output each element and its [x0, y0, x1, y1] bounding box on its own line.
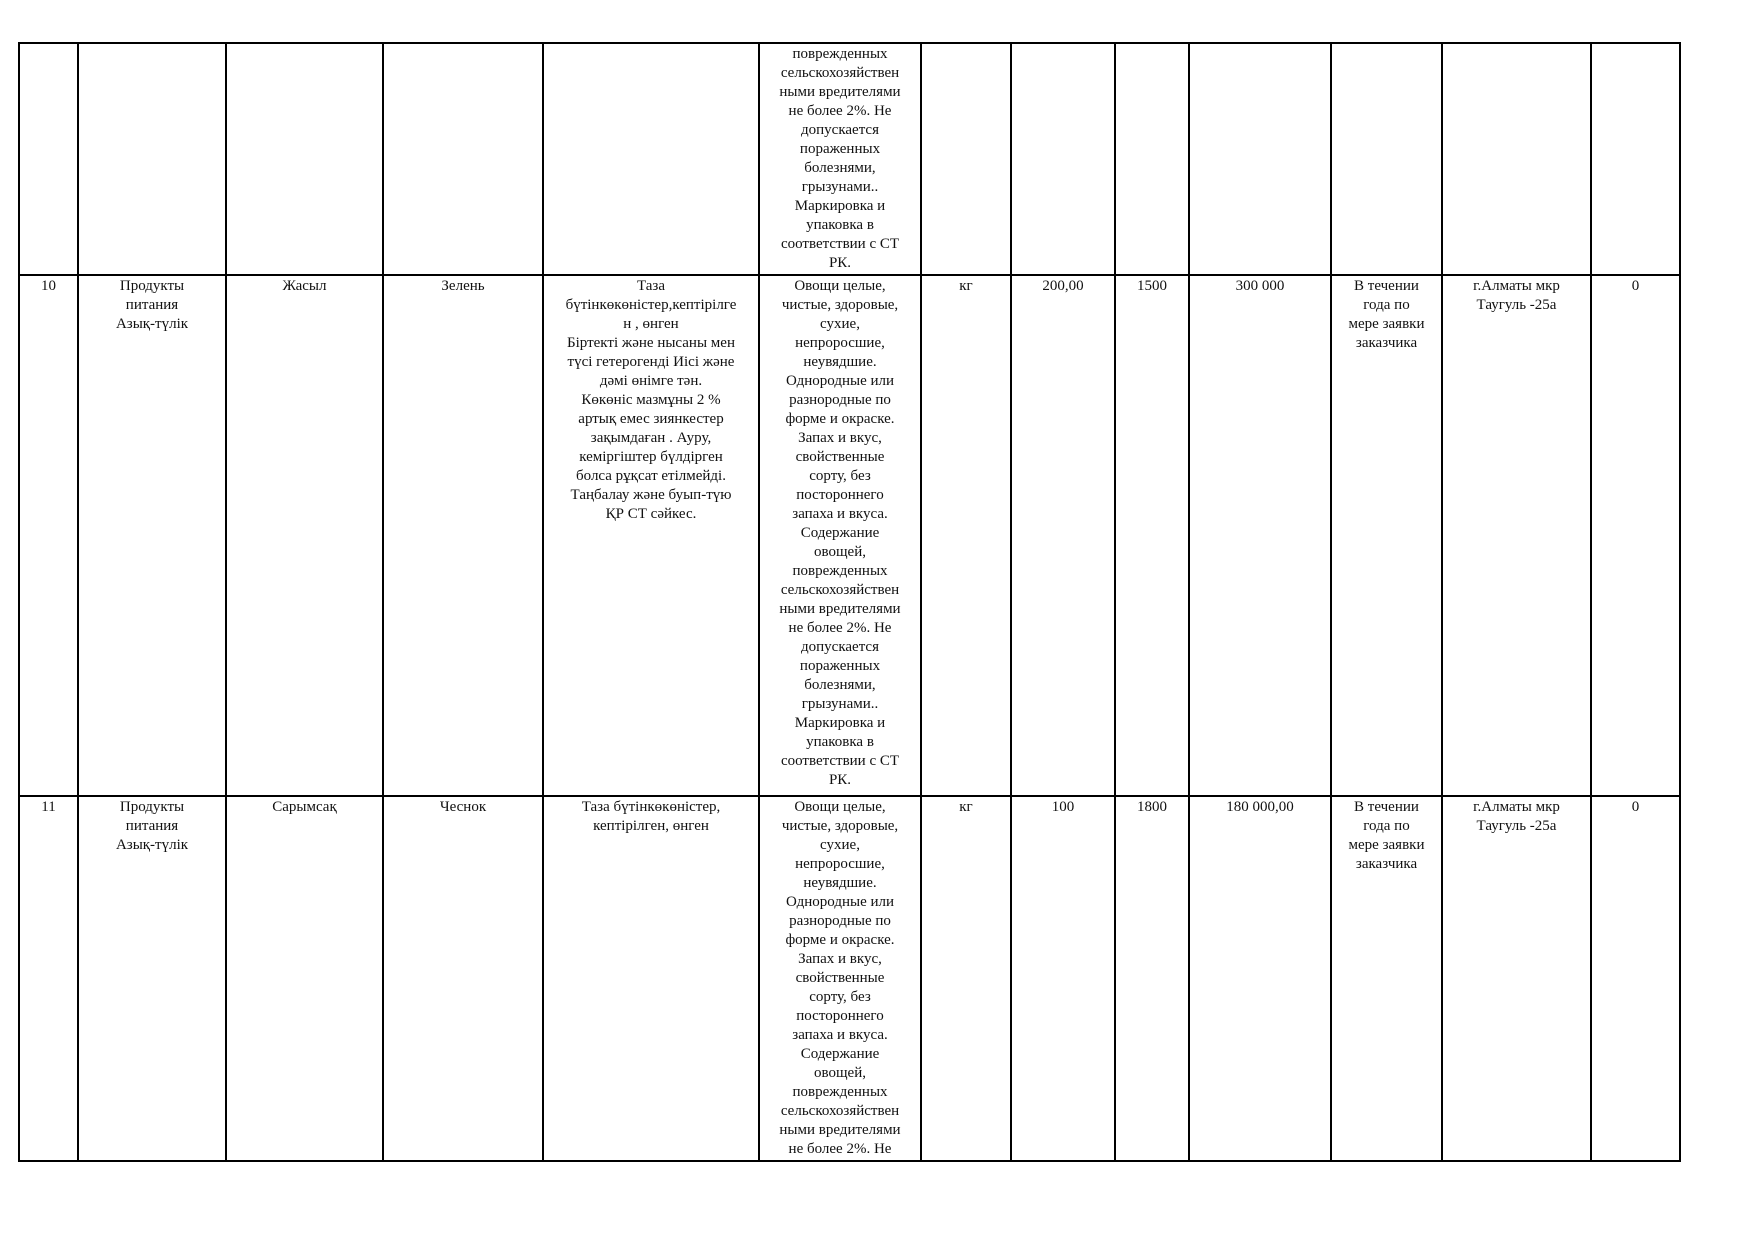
- cell-unit: кг: [921, 796, 1011, 1161]
- cell-advance: 0: [1591, 796, 1680, 1161]
- cell-delivery-term: [1331, 43, 1442, 275]
- cell-num: [19, 43, 78, 275]
- cell-spec-kz: Таза бүтінкөкөністер, кептірілген, өнген: [543, 796, 759, 1161]
- table-row: [19, 43, 1680, 275]
- cell-price: [1115, 43, 1189, 275]
- table-row: [19, 796, 1680, 1161]
- cell-category: Продукты питания Азық-түлік: [78, 796, 226, 1161]
- table-row: [19, 275, 1680, 796]
- cell-advance: 0: [1591, 275, 1680, 796]
- cell-quantity: 200,00: [1011, 275, 1115, 796]
- cell-spec-ru: поврежденных сельскохозяйствен ными вредителями не более 2%. Не допускается пораженных болезнями, грызунами.. Маркировка и упаковка в соответствии с СТ РК.: [759, 43, 921, 275]
- cell-name-ru: [383, 43, 543, 275]
- cell-name-kz: [226, 43, 383, 275]
- cell-price: 1500: [1115, 275, 1189, 796]
- cell-delivery-term: В течении года по мере заявки заказчика: [1331, 275, 1442, 796]
- cell-category: [78, 43, 226, 275]
- cell-num: 10: [19, 275, 78, 796]
- cell-name-ru: Зелень: [383, 275, 543, 796]
- procurement-table: [18, 42, 1681, 1162]
- cell-spec-kz: [543, 43, 759, 275]
- cell-delivery-place: г.Алматы мкр Таугуль -25а: [1442, 275, 1591, 796]
- cell-name-kz: Сарымсақ: [226, 796, 383, 1161]
- cell-delivery-place: г.Алматы мкр Таугуль -25а: [1442, 796, 1591, 1161]
- cell-spec-kz: Таза бүтінкөкөністер,кептірілге н , өнген Біртекті және нысаны мен түсі гетерогенді Иісі және дәмі өнімге тән. Көкөніс мазмұны 2 % артық емес зиянкестер зақымдаған . Ауру, кеміргіштер бүлдірген болса рұқсат етілмейді. Таңбалау және буып-түю ҚР СТ сәйкес.: [543, 275, 759, 796]
- cell-delivery-term: В течении года по мере заявки заказчика: [1331, 796, 1442, 1161]
- cell-unit: кг: [921, 275, 1011, 796]
- cell-quantity: 100: [1011, 796, 1115, 1161]
- cell-sum: [1189, 43, 1331, 275]
- cell-unit: [921, 43, 1011, 275]
- cell-quantity: [1011, 43, 1115, 275]
- cell-num: 11: [19, 796, 78, 1161]
- cell-price: 1800: [1115, 796, 1189, 1161]
- cell-spec-ru: Овощи целые, чистые, здоровые, сухие, непроросшие, неувядшие. Однородные или разнородные по форме и окраске. Запах и вкус, свойственные сорту, без постороннего запаха и вкуса. Содержание овощей, поврежденных сельскохозяйствен ными вредителями не более 2%. Не: [759, 796, 921, 1161]
- cell-delivery-place: [1442, 43, 1591, 275]
- cell-name-kz: Жасыл: [226, 275, 383, 796]
- cell-sum: 180 000,00: [1189, 796, 1331, 1161]
- cell-spec-ru: Овощи целые, чистые, здоровые, сухие, непроросшие, неувядшие. Однородные или разнородные по форме и окраске. Запах и вкус, свойственные сорту, без постороннего запаха и вкуса. Содержание овощей, поврежденных сельскохозяйствен ными вредителями не более 2%. Не допускается пораженных болезнями, грызунами.. Маркировка и упаковка в соответствии с СТ РК.: [759, 275, 921, 796]
- cell-name-ru: Чеснок: [383, 796, 543, 1161]
- cell-advance: [1591, 43, 1680, 275]
- cell-category: Продукты питания Азық-түлік: [78, 275, 226, 796]
- cell-sum: 300 000: [1189, 275, 1331, 796]
